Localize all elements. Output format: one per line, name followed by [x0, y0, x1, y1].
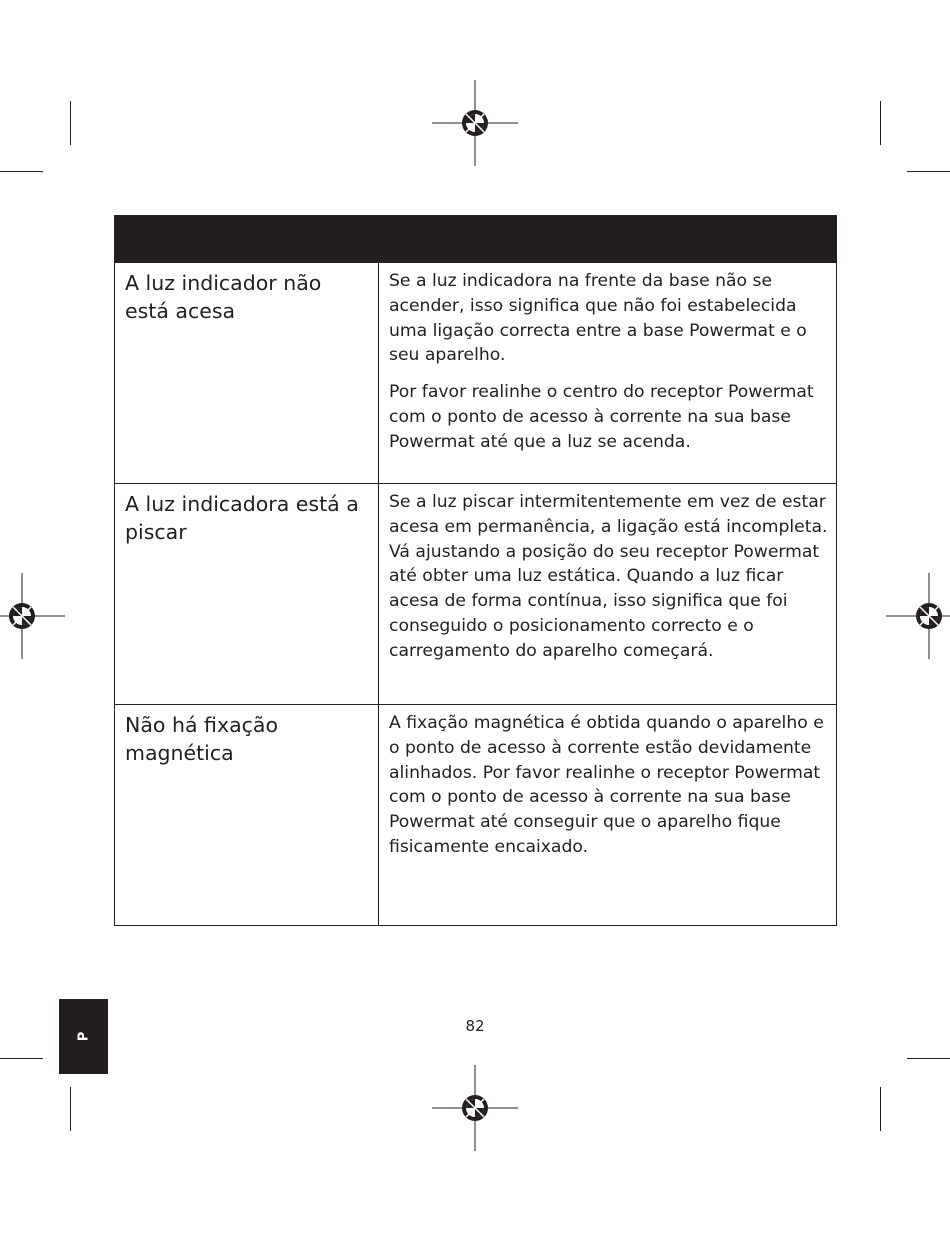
solution-paragraph: A fixação magnética é obtida quando o aparelho e o ponto de acesso à corrente estão devidamente alinhados. Por favor realinhe o receptor Powermat com o ponto de acesso à corrente na sua base Powermat até conseguir que o aparelho fique fisicamente encaixado.	[389, 713, 824, 857]
registration-mark-icon	[432, 1065, 518, 1151]
crop-mark	[70, 101, 71, 145]
header-cell-problem	[115, 216, 379, 263]
registration-mark-icon	[0, 573, 65, 659]
table-row	[115, 484, 837, 705]
problem-cell	[115, 705, 379, 926]
solution-cell	[379, 263, 837, 484]
header-cell-solution	[379, 216, 837, 263]
solution-cell	[379, 484, 837, 705]
problem-cell	[115, 484, 379, 705]
crop-mark	[0, 1058, 43, 1059]
crop-mark	[907, 171, 950, 172]
solution-paragraph: Se a luz piscar intermitentemente em vez de estar acesa em permanência, a ligação está incompleta. Vá ajustando a posição do seu receptor Powermat até obter uma luz estática. Quando a luz ficar acesa de forma contínua, isso significa que foi conseguido o posicionamento correcto e o carregamento do aparelho começará.	[389, 492, 828, 661]
crop-mark	[880, 101, 881, 145]
table-row	[115, 263, 837, 484]
crop-mark	[70, 1087, 71, 1131]
problem-text: Não há fixação magnética	[125, 713, 279, 765]
problem-cell	[115, 263, 379, 484]
crop-mark	[907, 1058, 950, 1059]
language-tab-letter: P	[76, 1031, 91, 1042]
solution-cell	[379, 705, 837, 926]
crop-mark	[880, 1087, 881, 1131]
page-number: 82	[465, 1017, 485, 1035]
table-header-row	[115, 216, 837, 263]
troubleshooting-table	[114, 215, 837, 926]
problem-text: A luz indicadora está a piscar	[125, 492, 359, 544]
solution-paragraph: Por favor realinhe o centro do receptor Powermat com o ponto de acesso à corrente na sua base Powermat até que a luz se acenda.	[389, 382, 814, 452]
registration-mark-icon	[886, 573, 950, 659]
problem-text: A luz indicador não está acesa	[125, 271, 322, 323]
language-tab	[59, 999, 108, 1074]
table-row	[115, 705, 837, 926]
crop-mark	[0, 171, 43, 172]
registration-mark-icon	[432, 80, 518, 166]
solution-paragraph: Se a luz indicadora na frente da base não se acender, isso significa que não foi estabelecida uma ligação correcta entre a base Powermat e o seu aparelho.	[389, 271, 807, 366]
